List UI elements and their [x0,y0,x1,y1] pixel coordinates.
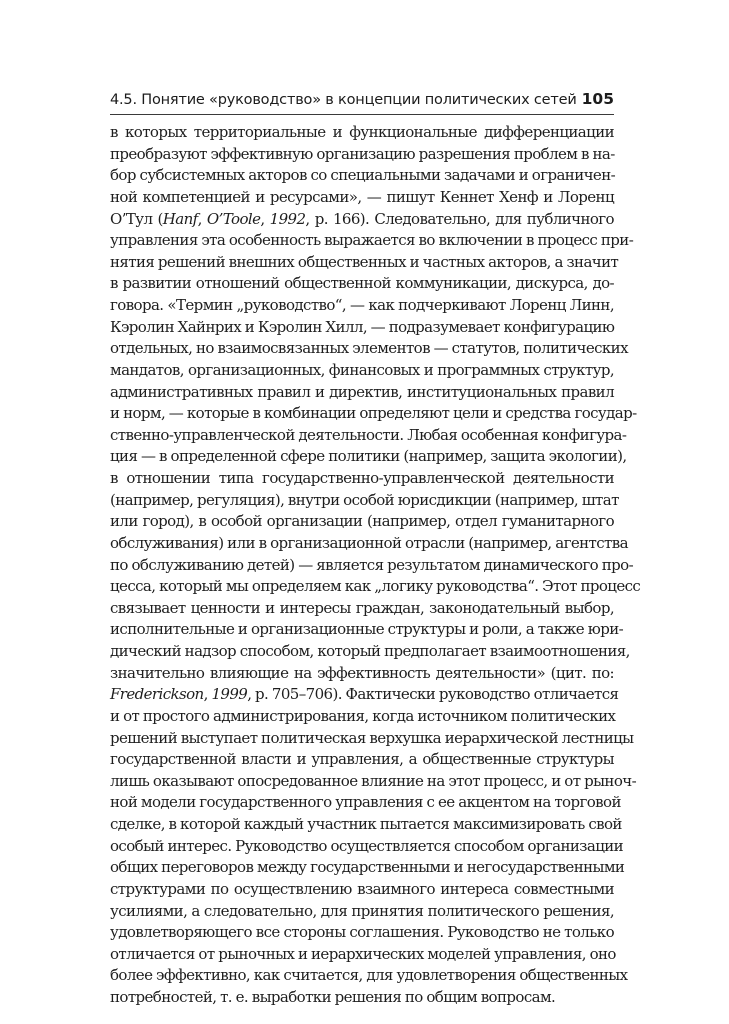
text-line [110,684,619,706]
text-line [110,425,627,447]
text-run: по обслуживанию детей) — является результатом динамического про- [110,555,634,574]
text-run: значительно влияющие на эффективность деятельности» (цит. по: [110,663,614,682]
text-run: , р. 166). Следовательно, для публичного [305,209,614,228]
text-line [110,273,614,295]
text-run: Кэролин Хайнрих и Кэролин Хилл, — подразумевает конфигурацию [110,317,615,336]
text-line [110,728,634,750]
text-line [110,922,614,944]
text-line [110,252,619,274]
text-run: или город), в особой организации (например, отдел гуманитарного [110,512,614,531]
text-run: общих переговоров между государственными и негосударственными [110,858,625,877]
text-line [110,555,634,577]
text-run: решений выступает политическая верхушка иерархической лестницы [110,728,634,747]
text-line [110,663,614,685]
text-run: в которых территориальные и функциональные дифференциации [110,123,614,141]
text-line [110,317,614,339]
text-run: более эффективно, как считается, для удовлетворения общественных [110,966,628,985]
text-run: государственной власти и управления, а общественные структуры [110,750,614,769]
text-run: дический надзор способом, который предполагает взаимоотношения, [110,642,630,660]
text-line [110,879,614,901]
text-line [110,360,614,382]
text-line [110,576,641,598]
citation-italic: 1999 [211,685,248,704]
text-run: потребностей, т. е. выработки решения по общим вопросам. [110,988,556,1006]
text-line [110,749,614,771]
text-run: управления эта особенность выражается во включении в процесс при- [110,231,634,250]
text-run: О’Тул ( [110,209,163,228]
text-line [110,209,614,231]
text-line [110,468,614,490]
text-line [110,511,614,533]
chapter-section-title: 4.5. Понятие «руководство» в концепции политических сетей [110,92,577,108]
text-run: , [203,685,212,704]
text-run: мандатов, организационных, финансовых и программных структур, [110,360,614,379]
text-run: ной модели государственного управления с ее акцентом на торговой [110,793,621,812]
text-run: ственно-управленческой деятельности. Любая особенная конфигура- [110,425,627,444]
text-run: связывает ценности и интересы граждан, законодательный выбор, [110,598,614,617]
body-text [110,122,641,1009]
text-line [110,857,625,879]
text-run: административных правил и директив, институциональных правил [110,382,614,401]
page-number: 105 [581,90,614,108]
text-run: и от простого администрирования, когда источником политических [110,706,616,725]
text-run: в отношении типа государственно-управленческой деятельности [110,469,614,487]
text-run: , [197,209,207,228]
text-line [110,165,614,187]
text-line [110,122,614,144]
text-run: структурами по осуществлению взаимного интереса совместными [110,879,614,898]
text-run: ция — в определенной сфере политики (например, защита экологии), [110,447,627,466]
text-run: в развитии отношений общественной коммуникации, дискурса, до- [110,274,614,293]
text-run: преобразуют эффективную организацию разрешения проблем в на- [110,144,615,163]
text-line [110,901,614,923]
text-run: бор субсистемных акторов со специальными задачами и ограничен- [110,166,616,185]
text-line [110,944,614,966]
text-run: обслуживания) или в организационной отрасли (например, агентства [110,533,628,552]
text-run: лишь оказывают опосредованное влияние на этот процесс, и от рыноч- [110,771,637,790]
text-line [110,792,621,814]
text-run: исполнительные и организационные структуры и роли, а также юри- [110,620,624,639]
text-run: , [260,209,270,228]
text-run: и норм, — которые в комбинации определяют цели и средства государ- [110,404,637,423]
text-line [110,295,614,317]
text-line [110,533,628,555]
text-run: отдельных, но взаимосвязанных элементов — статутов, политических [110,339,628,358]
text-line [110,987,614,1009]
text-run: говора. «Термин „руководство“, — как подчеркивают Лоренц Линн, [110,296,614,314]
text-run: (например, регуляция), внутри особой юрисдикции (например, штат [110,490,619,509]
text-line [110,641,630,663]
text-run: особый интерес. Руководство осуществляется способом организации [110,836,624,855]
text-line [110,382,614,404]
citation-italic: 1992 [269,209,306,228]
citation-italic: Hanf [162,209,198,228]
text-line [110,187,614,209]
text-line [110,338,628,360]
text-line [110,619,624,641]
citation-italic: Frederickson [110,685,204,704]
header-rule [110,114,614,115]
text-line [110,814,622,836]
text-line [110,230,634,252]
text-run: нятия решений внешних общественных и частных акторов, а значит [110,252,619,271]
text-run: отличается от рыночных и иерархических моделей управления, оно [110,944,616,963]
text-run: , р. 705–706). Фактически руководство отличается [247,685,619,704]
text-line [110,490,619,512]
text-run: сделке, в которой каждый участник пытается максимизировать свой [110,815,622,833]
text-line [110,965,628,987]
text-line [110,706,614,728]
text-run: удовлетворяющего все стороны соглашения. Руководство не только [110,923,614,942]
text-run: цесса, который мы определяем как „логику руководства“. Этот процесс [110,577,641,596]
text-line [110,144,614,166]
text-run: усилиями, а следовательно, для принятия политического решения, [110,901,614,920]
text-line [110,771,637,793]
citation-italic: O’Toole [206,209,261,228]
text-line [110,836,624,858]
text-line [110,403,637,425]
text-line [110,598,614,620]
running-head [110,86,614,110]
text-run: ной компетенцией и ресурсами», — пишут Кеннет Хенф и Лоренц [110,187,614,206]
text-line [110,446,627,468]
